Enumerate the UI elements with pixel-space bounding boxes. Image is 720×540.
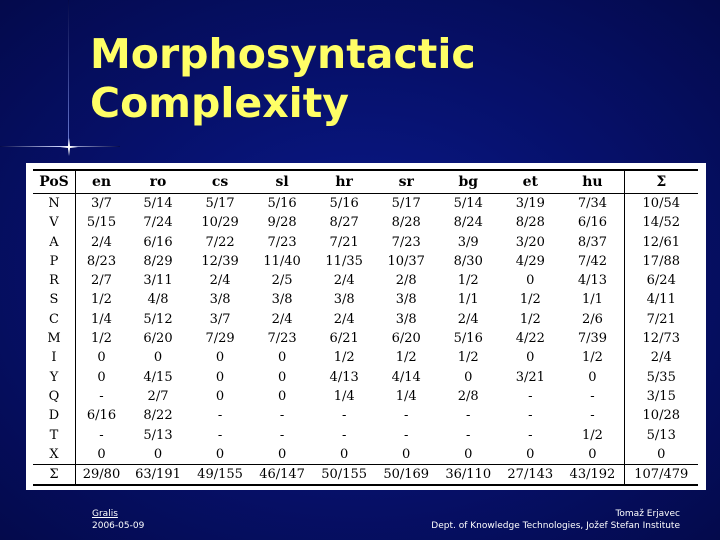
- footer-left: [92, 508, 144, 532]
- table-cell: 0: [464, 446, 473, 462]
- title-line-1: Morphosyntactic: [90, 30, 476, 78]
- table-cell: 0: [215, 388, 225, 404]
- table-cell: 5/12: [143, 311, 173, 327]
- table-cell: 7/22: [205, 234, 235, 250]
- table-cell: 7/23: [267, 234, 297, 250]
- table-cell: 0: [588, 369, 597, 385]
- table-cell: 3/19: [515, 196, 545, 211]
- table-cell: -: [590, 408, 595, 424]
- row-label-cell: T: [33, 426, 76, 445]
- table-cell: 1/4: [91, 311, 112, 327]
- table-cell: -: [590, 388, 595, 404]
- table-cell: 0: [624, 445, 698, 465]
- table-row: [33, 271, 698, 290]
- table-cell: 7/34: [577, 196, 608, 211]
- table-cell: 1/1: [457, 292, 479, 308]
- table-cell: 50/155: [321, 467, 368, 483]
- table-row: [33, 252, 698, 271]
- table-cell: 8/28: [515, 215, 545, 231]
- table-cell: 2/7: [147, 388, 169, 404]
- table-row: [33, 348, 698, 367]
- table-cell: 6/20: [143, 331, 173, 347]
- table-row: [33, 406, 698, 425]
- header-cell: cs: [211, 174, 229, 190]
- table-cell: 0: [340, 446, 349, 462]
- row-label-cell: V: [33, 213, 76, 232]
- table-cell: 0: [526, 446, 535, 462]
- table-cell: 1/2: [519, 311, 541, 327]
- table-cell: -: [341, 427, 347, 443]
- table-cell: 11/40: [263, 253, 301, 269]
- table-cell: 8/37: [577, 234, 608, 250]
- row-label-cell: X: [33, 445, 76, 465]
- footer-link[interactable]: Gralis: [92, 509, 118, 519]
- row-label-cell: Σ: [33, 465, 76, 486]
- table-cell: 7/24: [143, 215, 173, 231]
- row-label-cell: N: [33, 194, 76, 214]
- table-cell: 0: [277, 388, 287, 404]
- table-cell: 3/7: [209, 311, 231, 327]
- table-cell: 1/2: [457, 350, 479, 366]
- table-cell: 4/14: [391, 369, 421, 385]
- table-cell: 10/37: [387, 253, 425, 269]
- row-label-cell: M: [33, 329, 76, 348]
- header-cell: PoS: [33, 170, 76, 194]
- table-cell: 29/80: [82, 467, 121, 483]
- table-cell: 5/35: [624, 368, 698, 387]
- title-line-2: Complexity: [90, 79, 350, 127]
- table-cell: 0: [526, 350, 535, 366]
- table-cell: 7/21: [624, 310, 698, 329]
- table-cell: 5/14: [453, 196, 483, 211]
- decorative-vertical-line: [68, 0, 69, 150]
- table-cell: 5/17: [205, 196, 235, 211]
- table-cell: -: [466, 427, 471, 443]
- table-cell: -: [99, 427, 104, 443]
- table-cell: 0: [402, 446, 411, 462]
- table-cell: -: [217, 408, 223, 424]
- table-cell: 4/8: [147, 292, 169, 308]
- row-label-cell: I: [33, 348, 76, 367]
- table-row: [33, 194, 698, 214]
- table-cell: -: [403, 427, 409, 443]
- table-cell: 8/27: [329, 215, 359, 231]
- table-cell: 9/28: [267, 215, 297, 231]
- table-cell: 0: [97, 350, 106, 366]
- table-cell: 36/110: [445, 467, 492, 483]
- row-label-cell: R: [33, 271, 76, 290]
- table-cell: 6/16: [577, 215, 608, 231]
- footer-date: 2006-05-09: [92, 521, 145, 531]
- complexity-table: [33, 169, 698, 486]
- table-cell: 0: [97, 446, 106, 462]
- table-cell: 3/9: [457, 234, 479, 250]
- table-cell: 27/143: [507, 467, 554, 483]
- table-cell: 2/8: [457, 388, 479, 404]
- table-cell: 3/8: [271, 292, 293, 308]
- table-cell: 4/15: [143, 369, 173, 385]
- table-cell: 50/169: [383, 467, 430, 483]
- table-cell: 0: [588, 446, 597, 462]
- table-cell: 3/11: [143, 273, 173, 289]
- table-cell: 0: [526, 273, 535, 289]
- header-cell: Σ: [624, 170, 698, 194]
- table-cell: 5/16: [329, 196, 359, 211]
- footer-right: [431, 508, 680, 532]
- table-row: [33, 426, 698, 445]
- table-cell: 43/192: [569, 467, 616, 483]
- table-cell: -: [528, 408, 533, 424]
- table-row: [33, 310, 698, 329]
- row-label-cell: Q: [33, 387, 76, 406]
- sparkle-icon: [60, 138, 78, 156]
- table-cell: -: [99, 388, 104, 404]
- table-cell: 2/5: [271, 273, 293, 289]
- table-cell: 0: [464, 369, 473, 385]
- row-label-cell: S: [33, 290, 76, 309]
- table-cell: 14/52: [624, 213, 698, 232]
- table-cell: 5/13: [624, 426, 698, 445]
- table-cell: 2/6: [581, 311, 603, 327]
- table-cell: 10/29: [201, 215, 239, 231]
- table-cell: 8/28: [391, 215, 421, 231]
- footer-affiliation: Dept. of Knowledge Technologies, Jožef Stefan Institute: [431, 521, 680, 531]
- table-cell: 1/2: [333, 350, 355, 366]
- table-cell: 4/13: [329, 369, 359, 385]
- table-cell: 2/4: [333, 273, 355, 289]
- table-cell: 5/14: [143, 196, 173, 211]
- table-cell: 0: [277, 369, 287, 385]
- header-cell: hu: [582, 174, 603, 190]
- table-cell: 1/1: [581, 292, 603, 308]
- row-label-cell: A: [33, 233, 76, 252]
- table-row: [33, 290, 698, 309]
- table-header-row: [33, 170, 698, 194]
- table-row: [33, 387, 698, 406]
- table-cell: 6/21: [329, 331, 359, 347]
- table-cell: 7/29: [205, 331, 235, 347]
- table-row: [33, 329, 698, 348]
- header-cell: et: [522, 174, 538, 190]
- footer-author: Tomaž Erjavec: [615, 509, 680, 519]
- table-cell: 46/147: [259, 467, 305, 483]
- table-cell: 5/16: [453, 331, 483, 347]
- table-cell: 6/24: [624, 271, 698, 290]
- table-cell: 3/21: [515, 369, 545, 385]
- header-cell: hr: [335, 174, 353, 190]
- header-cell: ro: [149, 174, 167, 190]
- table-cell: 12/61: [624, 233, 698, 252]
- table-cell: 2/4: [333, 311, 355, 327]
- slide-title: [90, 30, 476, 128]
- table-cell: 2/4: [624, 348, 698, 367]
- table-cell: -: [466, 408, 471, 424]
- table-cell: 8/23: [86, 253, 117, 269]
- table-cell: 3/7: [91, 196, 112, 211]
- table-cell: 12/73: [624, 329, 698, 348]
- table-cell: -: [528, 427, 533, 443]
- header-cell: sr: [398, 174, 414, 190]
- table-cell: 3/8: [395, 292, 417, 308]
- table-cell: 5/15: [86, 215, 117, 231]
- table-cell: 0: [277, 350, 287, 366]
- table-cell: 1/2: [519, 292, 541, 308]
- table-cell: 0: [215, 446, 225, 462]
- table-cell: -: [528, 388, 533, 404]
- table-cell: 6/20: [391, 331, 421, 347]
- table-cell: 3/20: [515, 234, 545, 250]
- table-cell: 7/39: [577, 331, 608, 347]
- table-cell: 49/155: [197, 467, 243, 483]
- table-cell: 1/4: [395, 388, 417, 404]
- table-cell: 1/2: [457, 273, 479, 289]
- table-cell: 6/16: [143, 234, 173, 250]
- table-row: [33, 233, 698, 252]
- table-cell: 7/23: [391, 234, 421, 250]
- table-cell: 8/29: [143, 253, 173, 269]
- table-cell: 4/11: [624, 290, 698, 309]
- table-cell: 3/8: [395, 311, 417, 327]
- table-cell: 1/2: [91, 331, 112, 347]
- table-cell: 0: [215, 369, 225, 385]
- table-cell: 3/8: [333, 292, 355, 308]
- table-row: [33, 445, 698, 465]
- table-cell: 0: [97, 369, 106, 385]
- table-cell: -: [403, 408, 409, 424]
- table-cell: 8/30: [453, 253, 483, 269]
- table-cell: 4/22: [515, 331, 545, 347]
- table-cell: 4/13: [577, 273, 608, 289]
- row-label-cell: D: [33, 406, 76, 425]
- table-panel: [26, 163, 706, 490]
- table-cell: 10/28: [624, 406, 698, 425]
- table-cell: -: [217, 427, 223, 443]
- table-cell: 5/13: [143, 427, 173, 443]
- row-label-cell: P: [33, 252, 76, 271]
- table-row: [33, 368, 698, 387]
- table-cell: 0: [153, 350, 163, 366]
- header-cell: bg: [458, 174, 479, 190]
- table-cell: 63/191: [135, 467, 181, 483]
- row-label-cell: C: [33, 310, 76, 329]
- table-cell: 17/88: [624, 252, 698, 271]
- header-cell: sl: [275, 174, 289, 190]
- table-cell: 1/2: [395, 350, 417, 366]
- table-cell: -: [341, 408, 347, 424]
- table-cell: -: [279, 427, 285, 443]
- table-cell: 0: [153, 446, 163, 462]
- table-cell: 12/39: [201, 253, 239, 269]
- table-cell: 0: [215, 350, 225, 366]
- table-cell: 0: [277, 446, 287, 462]
- table-cell: 107/479: [624, 465, 698, 486]
- header-cell: en: [91, 174, 112, 190]
- table-cell: -: [279, 408, 285, 424]
- table-cell: 3/15: [624, 387, 698, 406]
- table-cell: 2/7: [91, 273, 112, 289]
- table-cell: 1/4: [333, 388, 355, 404]
- table-cell: 3/8: [209, 292, 231, 308]
- table-total-row: [33, 465, 698, 486]
- row-label-cell: Y: [33, 368, 76, 387]
- table-cell: 1/2: [581, 350, 603, 366]
- table-cell: 4/29: [515, 253, 545, 269]
- table-cell: 1/2: [581, 427, 603, 443]
- table-cell: 10/54: [624, 194, 698, 214]
- table-cell: 2/8: [395, 273, 417, 289]
- table-cell: 2/4: [209, 273, 231, 289]
- table-cell: 6/16: [86, 408, 117, 424]
- table-cell: 5/16: [267, 196, 297, 211]
- table-cell: 2/4: [271, 311, 293, 327]
- table-row: [33, 213, 698, 232]
- table-cell: 7/42: [577, 253, 608, 269]
- table-cell: 11/35: [325, 253, 363, 269]
- table-cell: 8/22: [143, 408, 173, 424]
- table-cell: 2/4: [91, 234, 112, 250]
- table-cell: 7/21: [329, 234, 359, 250]
- table-cell: 5/17: [391, 196, 421, 211]
- table-cell: 1/2: [91, 292, 112, 308]
- table-cell: 2/4: [457, 311, 479, 327]
- table-cell: 7/23: [267, 331, 297, 347]
- table-cell: 8/24: [453, 215, 483, 231]
- table-body: [33, 194, 698, 486]
